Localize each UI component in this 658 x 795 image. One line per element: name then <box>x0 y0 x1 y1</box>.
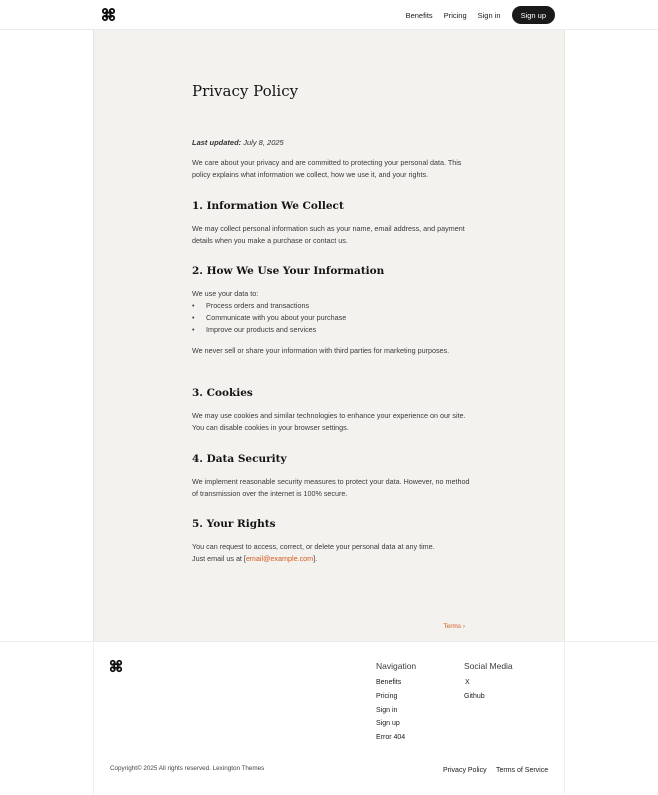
section-heading-5: 5. Your Rights <box>192 518 276 530</box>
section-heading-3: 3. Cookies <box>192 387 253 399</box>
footer-terms-of-service-link[interactable]: Terms of Service <box>496 767 549 774</box>
section-body-2: We never sell or share your information with third parties for marketing purposes. <box>192 346 450 355</box>
section-heading-4: 4. Data Security <box>192 453 287 465</box>
section-heading-2: 2. How We Use Your Information <box>192 265 385 277</box>
last-updated-date: July 8, 2025 <box>243 138 284 147</box>
rights-email-prefix: Just email us at [ <box>192 553 246 563</box>
footer-link-pricing[interactable]: Pricing <box>376 693 398 700</box>
command-icon[interactable] <box>109 659 123 673</box>
rights-email-suffix: ]. <box>313 553 318 563</box>
footer-link-sign-in[interactable]: Sign in <box>376 707 398 714</box>
intro-paragraph: We care about your privacy and are committed to protecting your personal data. This policy explains what information we collect, how we use it, and your rights. <box>192 158 462 179</box>
site-footer <box>0 641 658 795</box>
list-item: • Improve our products and services <box>192 324 472 336</box>
usage-list <box>192 300 472 335</box>
footer-link-benefits[interactable]: Benefits <box>376 679 402 686</box>
section-heading-1: 1. Information We Collect <box>192 200 344 212</box>
footer-social-title: Social Media <box>464 661 513 671</box>
command-icon[interactable] <box>101 7 116 22</box>
section-body-5 <box>192 541 472 565</box>
section-body-3: We may use cookies and similar technologies to enhance your experience on our site. You can disable cookies in your browser settings. <box>192 411 466 432</box>
section-body-4: We implement reasonable security measures to protect your data. However, no method of transmission over the internet is 100% secure. <box>192 477 470 498</box>
site-header <box>0 0 658 30</box>
copyright-text: Copyright© 2025 All rights reserved. Lexington Themes <box>110 765 265 772</box>
terms-next-link[interactable]: Terms › <box>443 623 465 630</box>
footer-link-x[interactable]: X <box>465 679 470 686</box>
footer-privacy-policy-link[interactable]: Privacy Policy <box>443 767 487 774</box>
rights-line: You can request to access, correct, or delete your personal data at any time. <box>192 542 435 551</box>
list-item: • Process orders and transactions <box>192 300 472 312</box>
list-item: • Communicate with you about your purchase <box>192 312 472 324</box>
nav-benefits[interactable]: Benefits <box>405 10 433 20</box>
nav-sign-in[interactable]: Sign in <box>477 10 501 20</box>
last-updated <box>192 138 284 147</box>
footer-link-github[interactable]: Github <box>464 693 485 700</box>
section-lead-2: We use your data to: <box>192 289 259 298</box>
page-title: Privacy Policy <box>192 82 299 100</box>
last-updated-label: Last updated: <box>192 138 242 147</box>
footer-container <box>93 642 565 795</box>
footer-link-sign-up[interactable]: Sign up <box>376 720 400 727</box>
nav-pricing[interactable]: Pricing <box>443 10 467 20</box>
main-nav <box>406 0 658 30</box>
sign-up-button[interactable]: Sign up <box>512 6 555 24</box>
policy-content <box>93 30 565 641</box>
footer-navigation-title: Navigation <box>376 661 417 671</box>
section-body-1: We may collect personal information such as your name, email address, and payment details when you make a purchase or contact us. <box>192 224 465 245</box>
footer-link-error-404[interactable]: Error 404 <box>376 734 406 741</box>
email-link[interactable]: email@example.com <box>245 553 314 563</box>
